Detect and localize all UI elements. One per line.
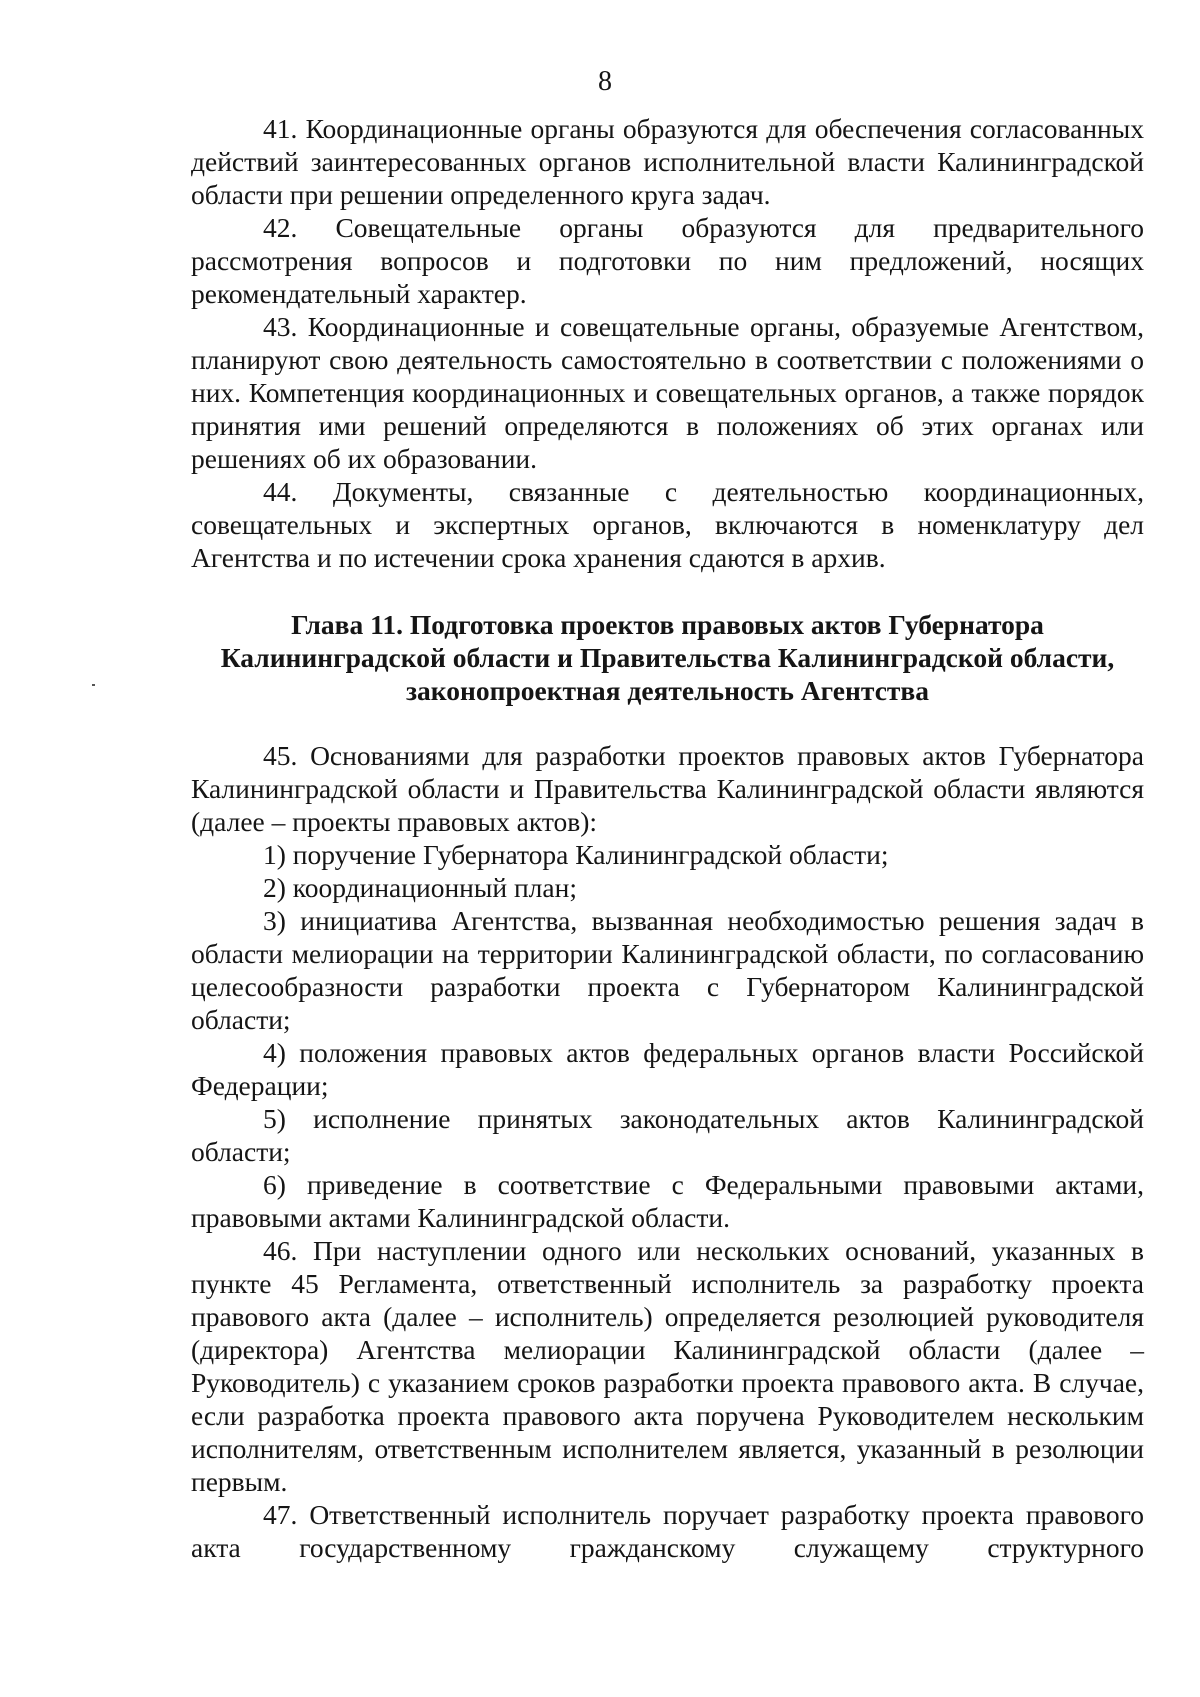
chapter-heading-line-3: законопроектная деятельность Агентства bbox=[405, 675, 930, 706]
paragraph-42: 42. Совещательные органы образуются для предварительного рассмотрения вопросов и подготовки по ним предложений, носящих рекомендательный характер. bbox=[191, 212, 1144, 309]
list-item-2: 2) координационный план; bbox=[263, 872, 577, 903]
paragraph-45: 45. Основаниями для разработки проектов правовых актов Губернатора Калининградской области и Правительства Калининградской области являются (далее – проекты правовых актов): bbox=[191, 740, 1144, 837]
scan-speck bbox=[92, 684, 95, 686]
list-item-6: 6) приведение в соответствие с Федеральными правовыми актами, правовыми актами Калининградской области. bbox=[191, 1169, 1144, 1233]
paragraph-44: 44. Документы, связанные с деятельностью координационных, совещательных и экспертных органов, включаются в номенклатуру дел Агентства и по истечении срока хранения сдаются в архив. bbox=[191, 476, 1144, 573]
list-item-5: 5) исполнение принятых законодательных актов Калининградской области; bbox=[191, 1103, 1144, 1167]
page-number: 8 bbox=[598, 66, 612, 97]
list-item-1: 1) поручение Губернатора Калининградской области; bbox=[263, 839, 889, 870]
chapter-heading-line-2: Калининградской области и Правительства Калининградской области, bbox=[220, 642, 1115, 673]
paragraph-43: 43. Координационные и совещательные органы, образуемые Агентством, планируют свою деятельность самостоятельно в соответствии с положениями о них. Компетенция координационных и совещательных органов, а также порядок принятия ими решений определяются в положениях об этих органах или решениях об их образовании. bbox=[191, 311, 1144, 474]
chapter-heading-line-1: Глава 11. Подготовка проектов правовых актов Губернатора bbox=[291, 609, 1044, 640]
document-body bbox=[191, 112, 1144, 1564]
paragraph-41: 41. Координационные органы образуются для обеспечения согласованных действий заинтересованных органов исполнительной власти Калининградской области при решении определенного круга задач. bbox=[191, 113, 1144, 210]
paragraph-46: 46. При наступлении одного или нескольких оснований, указанных в пункте 45 Регламента, ответственный исполнитель за разработку проекта правового акта (далее – исполнитель) определяется резолюцией руководителя (директора) Агентства мелиорации Калининградской области (далее – Руководитель) с указанием сроков разработки проекта правового акта. В случае, если разработка проекта правового акта поручена Руководителем нескольким исполнителям, ответственным исполнителем является, указанный в резолюции первым. bbox=[191, 1235, 1144, 1497]
paragraph-47: 47. Ответственный исполнитель поручает разработку проекта правового акта государственному гражданскому служащему структурного bbox=[191, 1499, 1144, 1563]
list-item-4: 4) положения правовых актов федеральных органов власти Российской Федерации; bbox=[191, 1037, 1144, 1101]
chapter-heading bbox=[191, 608, 1144, 707]
list-item-3: 3) инициатива Агентства, вызванная необходимостью решения задач в области мелиорации на территории Калининградской области, по согласованию целесообразности разработки проекта с Губернатором Калининградской области; bbox=[191, 905, 1144, 1035]
